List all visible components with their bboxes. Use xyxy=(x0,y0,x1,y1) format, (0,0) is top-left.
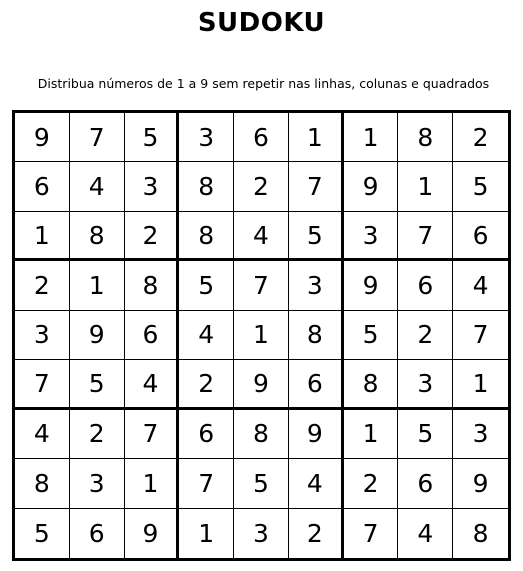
sudoku-cell[interactable]: 7 xyxy=(398,212,453,261)
sudoku-cell[interactable]: 2 xyxy=(398,311,453,360)
sudoku-cell[interactable]: 1 xyxy=(125,459,180,508)
sudoku-cell[interactable]: 1 xyxy=(234,311,289,360)
sudoku-cell[interactable]: 6 xyxy=(398,459,453,508)
sudoku-cell[interactable]: 8 xyxy=(234,410,289,459)
sudoku-cell[interactable]: 8 xyxy=(179,212,234,261)
sudoku-cell[interactable]: 8 xyxy=(398,113,453,162)
sudoku-cell[interactable]: 4 xyxy=(179,311,234,360)
sudoku-cell[interactable]: 4 xyxy=(125,360,180,409)
sudoku-cell[interactable]: 8 xyxy=(472,518,489,548)
sudoku-cell[interactable]: 7 xyxy=(70,113,125,162)
sudoku-cell[interactable]: 1 xyxy=(70,261,125,310)
sudoku-cell[interactable]: 6 xyxy=(289,360,344,409)
sudoku-cell[interactable]: 4 xyxy=(234,212,289,261)
sudoku-cell[interactable]: 3 xyxy=(179,113,234,162)
sudoku-cell[interactable]: 9 xyxy=(234,360,289,409)
sudoku-cell[interactable]: 2 xyxy=(125,212,180,261)
sudoku-cell[interactable]: 1 xyxy=(398,162,453,211)
sudoku-cell[interactable]: 2 xyxy=(15,261,70,310)
sudoku-cell[interactable]: 5 xyxy=(289,212,344,261)
sudoku-cell[interactable]: 8 xyxy=(15,459,70,508)
sudoku-cell[interactable]: 6 xyxy=(125,311,180,360)
sudoku-cell[interactable]: 1 xyxy=(289,113,344,162)
sudoku-cell[interactable]: 5 xyxy=(398,410,453,459)
sudoku-cell[interactable]: 3 xyxy=(289,261,344,310)
sudoku-cell[interactable]: 2 xyxy=(234,162,289,211)
sudoku-cell[interactable]: 5 xyxy=(70,360,125,409)
sudoku-cell[interactable]: 3 xyxy=(234,509,289,558)
sudoku-cell[interactable]: 8 xyxy=(70,212,125,261)
sudoku-cell[interactable]: 3 xyxy=(344,212,399,261)
sudoku-cell[interactable]: 1 xyxy=(179,509,234,558)
sudoku-cell[interactable]: 9 xyxy=(15,113,70,162)
sudoku-cell[interactable]: 9 xyxy=(453,459,508,508)
sudoku-cell[interactable]: 8 xyxy=(344,360,399,409)
sudoku-cell[interactable]: 7 xyxy=(125,410,180,459)
sudoku-cell[interactable]: 5 xyxy=(125,113,180,162)
sudoku-cell[interactable]: 6 xyxy=(15,162,70,211)
sudoku-cell[interactable]: 5 xyxy=(179,261,234,310)
sudoku-grid xyxy=(12,110,511,561)
sudoku-cell[interactable]: 5 xyxy=(234,459,289,508)
sudoku-cell[interactable]: 3 xyxy=(398,360,453,409)
sudoku-cell[interactable]: 7 xyxy=(344,509,399,558)
sudoku-cell[interactable]: 1 xyxy=(453,360,508,409)
sudoku-cell[interactable]: 9 xyxy=(125,509,180,558)
sudoku-cell[interactable]: 8 xyxy=(125,261,180,310)
sudoku-cell[interactable]: 3 xyxy=(453,410,508,459)
instructions: Distribua números de 1 a 9 sem repetir nas linhas, colunas e quadrados xyxy=(37,76,490,91)
sudoku-cell[interactable]: 7 xyxy=(289,162,344,211)
sudoku-cell[interactable]: 9 xyxy=(70,311,125,360)
page-title: SUDOKU xyxy=(197,8,326,38)
sudoku-cell[interactable]: 4 xyxy=(398,509,453,558)
sudoku-cell[interactable]: 2 xyxy=(289,509,344,558)
sudoku-cell[interactable]: 4 xyxy=(15,410,70,459)
sudoku-cell[interactable]: 4 xyxy=(289,459,344,508)
sudoku-cell[interactable]: 5 xyxy=(453,162,508,211)
sudoku-cell[interactable]: 7 xyxy=(15,360,70,409)
sudoku-cell[interactable]: 6 xyxy=(179,410,234,459)
sudoku-cell[interactable]: 2 xyxy=(453,113,508,162)
sudoku-cell[interactable]: 7 xyxy=(179,459,234,508)
sudoku-cell[interactable]: 7 xyxy=(453,311,508,360)
sudoku-cell[interactable]: 1 xyxy=(15,212,70,261)
sudoku-cell[interactable]: 9 xyxy=(344,261,399,310)
sudoku-cell[interactable]: 3 xyxy=(15,311,70,360)
sudoku-cell[interactable]: 9 xyxy=(344,162,399,211)
sudoku-cell[interactable]: 8 xyxy=(179,162,234,211)
sudoku-cell[interactable]: 9 xyxy=(289,410,344,459)
sudoku-cell[interactable]: 2 xyxy=(70,410,125,459)
sudoku-cell[interactable]: 6 xyxy=(398,261,453,310)
sudoku-cell[interactable]: 1 xyxy=(344,113,399,162)
sudoku-cell[interactable]: 4 xyxy=(70,162,125,211)
sudoku-cell[interactable]: 2 xyxy=(179,360,234,409)
sudoku-cell[interactable]: 5 xyxy=(15,509,70,558)
sudoku-cell[interactable]: 7 xyxy=(234,261,289,310)
sudoku-cell[interactable]: 3 xyxy=(125,162,180,211)
sudoku-cell[interactable]: 3 xyxy=(70,459,125,508)
sudoku-cell[interactable]: 5 xyxy=(344,311,399,360)
sudoku-cell[interactable]: 6 xyxy=(70,509,125,558)
sudoku-cell[interactable]: 4 xyxy=(453,261,508,310)
sudoku-cell[interactable]: 2 xyxy=(344,459,399,508)
sudoku-cell[interactable]: 8 xyxy=(289,311,344,360)
sudoku-cell[interactable]: 1 xyxy=(344,410,399,459)
sudoku-cell[interactable]: 6 xyxy=(453,212,508,261)
sudoku-cell[interactable]: 6 xyxy=(234,113,289,162)
